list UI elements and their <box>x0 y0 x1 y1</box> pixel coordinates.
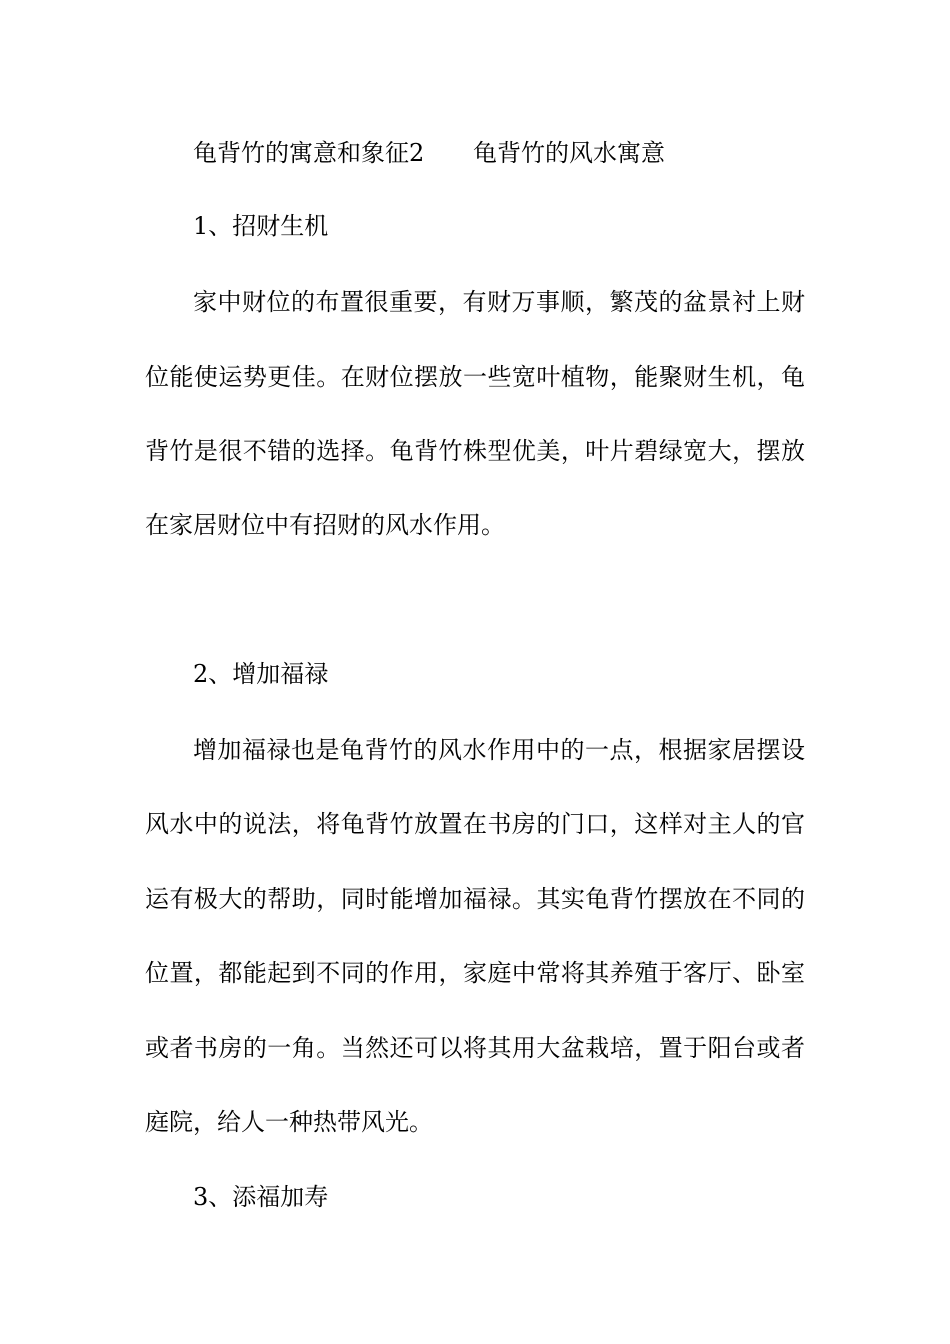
paragraph-line: 家中财位的布置很重要，有财万事顺，繁茂的盆景衬上财 <box>193 288 805 316</box>
paragraph-line: 庭院，给人一种热带风光。 <box>145 1108 433 1136</box>
section-heading-2: 2、增加福禄 <box>193 660 329 688</box>
section-heading-1: 1、招财生机 <box>193 212 329 240</box>
paragraph-line: 位能使运势更佳。在财位摆放一些宽叶植物，能聚财生机，龟 <box>145 363 805 391</box>
paragraph-line: 增加福禄也是龟背竹的风水作用中的一点，根据家居摆设 <box>193 736 805 764</box>
section-heading-3: 3、添福加寿 <box>193 1183 329 1211</box>
paragraph-line: 运有极大的帮助，同时能增加福禄。其实龟背竹摆放在不同的 <box>145 885 805 913</box>
paragraph-line: 在家居财位中有招财的风水作用。 <box>145 511 505 539</box>
document-title-right: 龟背竹的风水寓意 <box>473 139 665 167</box>
paragraph-line: 风水中的说法，将龟背竹放置在书房的门口，这样对主人的官 <box>145 810 805 838</box>
paragraph-line: 或者书房的一角。当然还可以将其用大盆栽培，置于阳台或者 <box>145 1034 805 1062</box>
paragraph-line: 背竹是很不错的选择。龟背竹株型优美，叶片碧绿宽大，摆放 <box>145 437 805 465</box>
document-title-left: 龟背竹的寓意和象征2 <box>193 139 425 167</box>
paragraph-line: 位置，都能起到不同的作用，家庭中常将其养殖于客厅、卧室 <box>145 959 805 987</box>
